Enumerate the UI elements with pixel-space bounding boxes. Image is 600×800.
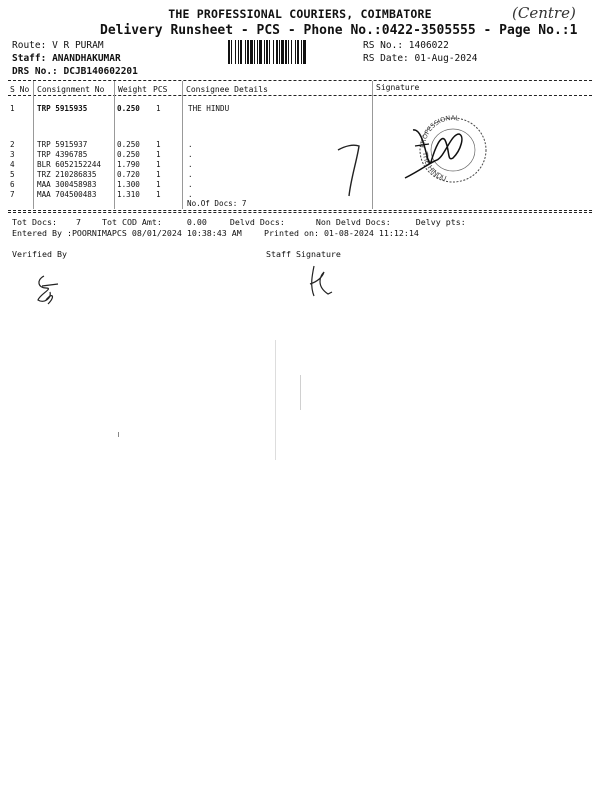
barcode-bar [297, 40, 299, 64]
staff-signature [300, 262, 340, 302]
staff-value: ANANDHAKUMAR [52, 53, 121, 64]
tot-docs-value: 7 [75, 217, 81, 227]
row-consignee: . [188, 190, 193, 199]
row-sno: 7 [10, 190, 15, 199]
barcode-bar [245, 40, 246, 64]
row-weight: 0.720 [117, 170, 140, 179]
table-header-rule [8, 95, 592, 96]
rs-date-line [363, 53, 477, 64]
staff-signature-label: Staff Signature [266, 249, 341, 259]
row-sno: 3 [10, 150, 15, 159]
svg-text:PROFESSIONAL [419, 114, 460, 148]
barcode-bar [288, 40, 289, 64]
rs-date-value: 01-Aug-2024 [414, 53, 478, 64]
barcode-bar [301, 40, 302, 64]
barcode-bar [231, 40, 232, 64]
scan-speck [118, 432, 119, 437]
header-weight: Weight [118, 85, 147, 94]
rs-no-line [363, 40, 449, 51]
tot-docs-label: Tot Docs: [12, 217, 57, 227]
no-of-docs: No.Of Docs: 7 [187, 199, 247, 208]
barcode-bar [266, 40, 268, 64]
barcode-bar [250, 40, 253, 64]
row-weight: 0.250 [117, 150, 140, 159]
barcode-bar [285, 40, 287, 64]
row-consignment: MAA 300458983 [37, 180, 97, 189]
barcode-bar [269, 40, 270, 64]
barcode-bar [264, 40, 265, 64]
table-top-rule [8, 80, 592, 81]
rs-no-label: RS No.: [363, 40, 404, 51]
route-line [12, 40, 104, 51]
header-pcs: PCS [153, 85, 168, 94]
table-row [0, 104, 600, 114]
scan-streak [275, 340, 276, 460]
row-weight: 1.300 [117, 180, 140, 189]
totals-line [12, 217, 466, 227]
row-sno: 5 [10, 170, 15, 179]
row-pcs: 1 [156, 150, 161, 159]
barcode-bar [279, 40, 280, 64]
table-row [0, 150, 600, 160]
row-consignment: MAA 704500483 [37, 190, 97, 199]
delivery-stamp [395, 100, 505, 190]
row-consignee: . [188, 160, 193, 169]
barcode-bar [247, 40, 249, 64]
barcode-bar [228, 40, 230, 64]
barcode-bar [273, 40, 274, 64]
table-row [0, 180, 600, 190]
row-sno: 6 [10, 180, 15, 189]
route-label: Route: [12, 40, 47, 51]
barcode-bar [259, 40, 262, 64]
rs-no-value: 1406022 [408, 40, 449, 51]
drs-label: DRS No.: [12, 66, 58, 77]
barcode-bar [238, 40, 239, 64]
tot-cod-label: Tot COD Amt: [101, 217, 162, 227]
row-pcs: 1 [156, 104, 161, 113]
barcode-image [228, 40, 356, 64]
row-pcs: 1 [156, 180, 161, 189]
table-row [0, 170, 600, 180]
barcode-bar [281, 40, 284, 64]
printed-on: Printed on: 01-08-2024 11:12:14 [264, 228, 419, 238]
row-consignment: TRP 5915937 [37, 140, 88, 149]
stamp-bottom-text: THE HINDU [420, 151, 448, 184]
row-weight: 1.310 [117, 190, 140, 199]
table-row [0, 140, 600, 150]
row-consignee: . [188, 140, 193, 149]
row-pcs: 1 [156, 190, 161, 199]
runsheet-title: Delivery Runsheet - PCS - Phone No.:0422-3505555 - Page No.:1 [100, 23, 578, 38]
row-consignment: TRP 5915935 [37, 104, 88, 113]
row-pcs: 1 [156, 160, 161, 169]
row-weight: 0.250 [117, 104, 140, 113]
header-consignment-no: Consignment No [37, 85, 105, 94]
drs-line [12, 66, 138, 77]
barcode-bar [254, 40, 255, 64]
company-title: THE PROFESSIONAL COURIERS, COIMBATORE [168, 7, 432, 21]
table-row [0, 190, 600, 200]
row-consignee: . [188, 170, 193, 179]
route-value: V R PURAM [52, 40, 104, 51]
row-consignee: THE HINDU [188, 104, 230, 113]
barcode-bar [235, 40, 236, 64]
handwritten-note: (Centre) [512, 4, 576, 22]
drs-value: DCJB140602201 [63, 66, 138, 77]
row-sno: 2 [10, 140, 15, 149]
table-bottom-rule [8, 210, 592, 211]
non-delvd-docs-label: Non Delvd Docs: [315, 217, 391, 227]
header-consignee-details: Consignee Details [186, 85, 268, 94]
rs-date-label: RS Date: [363, 53, 409, 64]
table-row [0, 160, 600, 170]
scan-streak [300, 375, 301, 410]
verified-signature [30, 270, 80, 310]
barcode-bar [276, 40, 278, 64]
row-sno: 1 [10, 104, 15, 113]
delvd-docs-label: Delvd Docs: [229, 217, 285, 227]
stamp-top-text: PROFESSIONAL [418, 113, 460, 149]
staff-label: Staff: [12, 53, 47, 64]
entered-by: Entered By :POORNIMAPCS 08/01/2024 10:38:43 AM [12, 228, 242, 238]
header-signature: Signature [376, 83, 420, 92]
barcode-bar [257, 40, 258, 64]
table-bottom-rule-2 [8, 212, 592, 213]
row-consignment: TRP 4396785 [37, 150, 88, 159]
row-consignment: TRZ 210286835 [37, 170, 97, 179]
header-sno: S No [10, 85, 30, 94]
row-weight: 0.250 [117, 140, 140, 149]
staff-line [12, 53, 121, 64]
handwritten-mark [335, 140, 365, 200]
barcode-bar [240, 40, 242, 64]
row-consignee: . [188, 180, 193, 189]
tot-cod-value: 0.00 [186, 217, 207, 227]
row-weight: 1.790 [117, 160, 140, 169]
verified-by-label: Verified By [12, 249, 67, 259]
barcode-bar [291, 40, 292, 64]
row-consignee: . [188, 150, 193, 159]
delvy-pts-label: Delvy pts: [415, 217, 466, 227]
row-pcs: 1 [156, 140, 161, 149]
barcode-bar [303, 40, 306, 64]
row-consignment: BLR 6052152244 [37, 160, 102, 169]
row-sno: 4 [10, 160, 15, 169]
barcode-bar [295, 40, 296, 64]
row-pcs: 1 [156, 170, 161, 179]
